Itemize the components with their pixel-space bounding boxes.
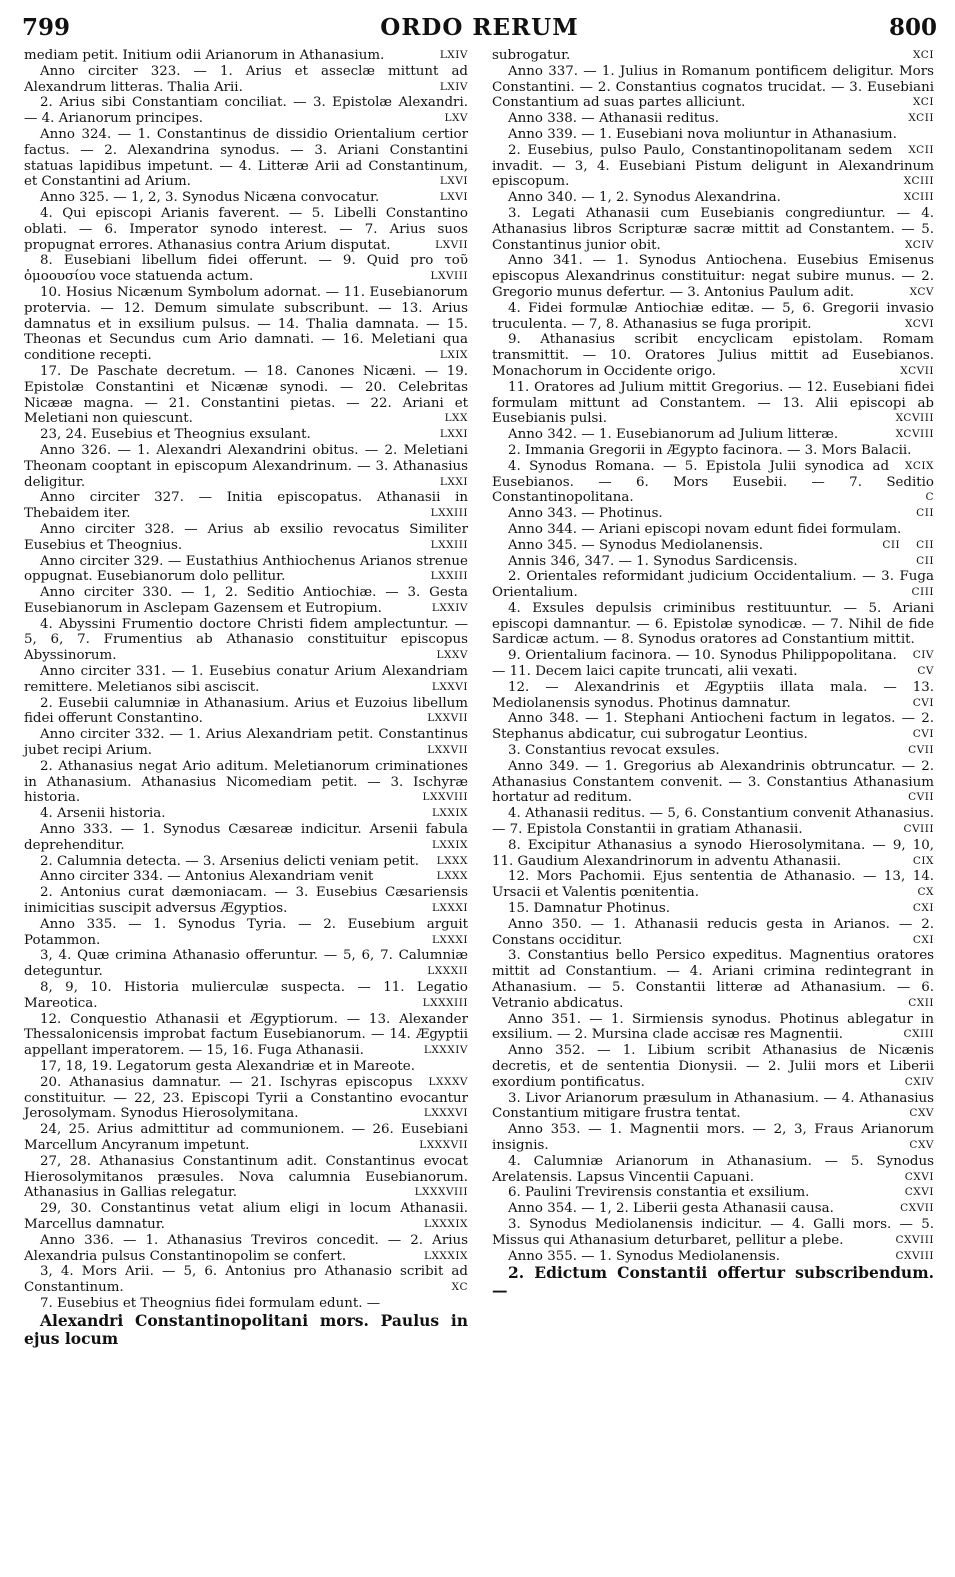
index-entry [492, 190, 934, 206]
entry-text: 3, 4. Mors Arii. — 5, 6. Antonius pro Athanasio scribit ad Constantinum. [24, 1264, 468, 1296]
entry-page-ref: CXVIII [895, 1249, 934, 1262]
index-entry [492, 711, 934, 743]
index-entry [24, 95, 468, 127]
entry-text: 2. Eusebius, pulso Paulo, Constantinopolitanam sedem invadit. — 3, 4. Eusebiani Pistum deligunt in Alexandrinum episcopum. [492, 142, 934, 190]
entry-text: Anno 324. — 1. Constantinus de dissidio Orientalium certior factus. — 2. Alexandrina synodus. — 3. Ariani Constantini statuas lapidibus impetunt. — 4. Litteræ Arii ad Constantinum, et Constantini ad Arium. [24, 126, 468, 190]
entry-page-ref: XCIX [905, 459, 934, 472]
entry-text: 10. Hosius Nicænum Symbolum adornat. — 11. Eusebianorum protervia. — 12. Demum simulate subscribunt. — 13. Arius damnatus et in exsilium pulsus. — 14. Thalia damnata. — 15. Theonas et Secundus cum Ario damnati. — 16. Meletiani qua conditione recepti. [24, 284, 468, 364]
entry-text: 4. Fidei formulæ Antiochiæ editæ. — 5, 6. Gregorii invasio truculenta. — 7, 8. Athanasius se fuga proripit. [492, 300, 934, 332]
entry-text: 6. Paulini Trevirensis constantia et exsilium. [508, 1185, 810, 1201]
index-entry [492, 1264, 934, 1300]
entry-page-ref: LXXIII [430, 538, 468, 551]
entry-text: 3, 4. Quæ crimina Athanasio offeruntur. — 5, 6, 7. Calumniæ deteguntur. [24, 948, 468, 980]
entry-text: 2. Immania Gregorii in Ægypto facinora. — 3. Mors Balacii. [508, 442, 912, 458]
entry-page-ref: LXIV [439, 49, 468, 61]
entry-text: Anno 351. — 1. Sirmiensis synodus. Photinus ablegatur in exsilium. — 2. Mursina clade accisæ res Magnentii. [492, 1011, 934, 1043]
entry-text: Anno 340. — 1, 2. Synodus Alexandrina. [508, 190, 781, 206]
index-entry [24, 980, 468, 1012]
entry-text: Anno 336. — 1. Athanasius Treviros concedit. — 2. Arius Alexandria pulsus Constantinopolim se confert. [24, 1232, 468, 1264]
entry-page-ref: XCI [913, 96, 934, 109]
entry-page-ref: XC [451, 1281, 468, 1294]
entry-text: 4. Qui episcopi Arianis faverent. — 5. Libelli Constantino oblati. — 6. Imperator synodo interest. — 7. Arius suos propugnat errores. Athanasius contra Arium disputat. [24, 205, 468, 253]
entry-text: Annis 346, 347. — 1. Synodus Sardicensis. [508, 553, 798, 569]
index-entry [492, 569, 934, 601]
entry-page-ref: LXXIII [430, 507, 468, 520]
index-entry [492, 1185, 934, 1201]
entry-page-ref: LXXIII [430, 570, 468, 583]
entry-text: 3. Livor Arianorum præsulum in Athanasium. — 4. Athanasius Constantium mitigare frustra tentat. [492, 1090, 934, 1122]
index-entry [24, 1122, 468, 1154]
index-entry [24, 127, 468, 190]
entry-text: 3. Constantius bello Persico expeditus. Magnentius oratores mittit ad Constantium. — 4. Ariani crimina redintegrant in Athanasium. — 5. Constantii litteræ ad Athanasium. — 6. Vetranio abdicatus. [492, 948, 934, 1011]
index-entry [24, 1233, 468, 1265]
entry-page-ref: LXIX [439, 349, 468, 362]
index-entry [492, 427, 934, 443]
entry-text: 12. Conquestio Athanasii et Ægyptiorum. — 13. Alexander Thessalonicensis improbat factum Eusebianorum. — 14. Ægyptii appellant imperatorem. — 15, 16. Fuga Athanasii. [24, 1011, 468, 1059]
entry-page-ref: XCVIII [895, 428, 934, 441]
left-page-number: 799 [22, 14, 71, 41]
index-entry [24, 1012, 468, 1059]
entry-text: Anno 342. — 1. Eusebianorum ad Julium litteræ. [508, 427, 839, 443]
entry-text: 9. Orientalium facinora. — 10. Synodus Philippopolitana. — 11. Decem laici capite truncati, alii vexati. [492, 648, 897, 680]
entry-page-ref: LXXXIV [423, 1044, 468, 1057]
entry-page-ref: CIII [911, 586, 934, 599]
entry-text: 2. Edictum Constantii offertur subscribendum. — [492, 1263, 934, 1301]
entry-text: Anno 326. — 1. Alexandri Alexandrini obitus. — 2. Meletiani Theonam cooptant in episcopum Alexandrinum. — 3. Athanasius deligitur. [24, 442, 468, 490]
entry-text: Anno 333. — 1. Synodus Cæsareæ indicitur. Arsenii fabula deprehenditur. [24, 822, 468, 853]
entry-text: 15. Damnatur Photinus. [508, 901, 670, 917]
index-entry [492, 64, 934, 111]
index-entry [24, 554, 468, 586]
index-entry [492, 332, 934, 379]
entry-page-ref: LXXVI [431, 680, 468, 693]
running-title: ORDO RERUM [380, 14, 579, 41]
entry-text: Anno 335. — 1. Synodus Tyria. — 2. Eusebium arguit Potammon. [24, 916, 468, 948]
entry-text: 4. Athanasii reditus. — 5, 6. Constantium convenit Athanasius. — 7. Epistola Constantii in gratiam Athanasii. [492, 806, 934, 838]
entry-page-ref: LXXXIII [422, 996, 468, 1009]
entry-page-ref: XCIII [903, 191, 934, 204]
entry-page-ref: XCV [909, 285, 934, 298]
entry-text: 4. Synodus Romana. — 5. Epistola Julii synodica ad Eusebianos. — 6. Mors Eusebii. — 7. Seditio Constantinopolitana. [492, 458, 934, 506]
index-entry [492, 680, 934, 712]
entry-text: 12. Mors Pachomii. Ejus sententia de Athanasio. — 13, 14. Ursacii et Valentis pœnitentia. [492, 869, 934, 901]
entry-text: Anno circiter 332. — 1. Arius Alexandriam petit. Constantinus jubet recipi Arium. [24, 727, 468, 759]
entry-text: 17. De Paschate decretum. — 18. Canones Nicæni. — 19. Epistolæ Constantini et Nicænæ synodi. — 20. Celebritas Nicææ magna. — 21. Constantini pietas. — 22. Ariani et Meletiani non quiescunt. [24, 363, 468, 427]
index-entry [24, 364, 468, 427]
index-entry [24, 917, 468, 949]
entry-page-ref: CV [917, 665, 934, 678]
entry-text: 8. Excipitur Athanasius a synodo Hierosolymitana. — 9, 10, 11. Gaudium Alexandrinorum in adventu Athanasii. [492, 837, 934, 869]
index-entry [24, 696, 468, 728]
entry-page-ref: LXXXIX [423, 1249, 468, 1262]
index-entry [24, 1201, 468, 1233]
entry-text: 24, 25. Arius admittitur ad communionem. — 26. Eusebiani Marcellum Ancyranum impetunt. [24, 1122, 468, 1153]
index-entry [492, 143, 934, 190]
entry-page-ref: CIV [912, 649, 934, 662]
index-entry [492, 917, 934, 949]
index-entry [492, 838, 934, 870]
entry-page-ref: CXII [908, 996, 934, 1009]
entry-page-ref: LXXXVIII [414, 1186, 468, 1199]
entry-text: Anno 344. — Ariani episcopi novam edunt fidei formulam. [508, 521, 902, 537]
index-entry [24, 727, 468, 759]
entry-text: 4. Arsenii historia. [40, 806, 166, 822]
entry-text: subrogatur. [492, 48, 571, 63]
entry-text: Anno circiter 327. — Initia episcopatus. Athanasii in Thebaidem iter. [24, 490, 468, 522]
entry-page-ref: XCIII [903, 175, 934, 188]
entry-text: Anno circiter 331. — 1. Eusebius conatur Arium Alexandriam remittere. Meletianos sibi asciscit. [24, 664, 468, 695]
entry-text: Anno circiter 329. — Eustathius Anthiochenus Arianos strenue oppugnat. Eusebianorum dolo pellitur. [24, 553, 468, 585]
entry-text: 8, 9, 10. Historia mulierculæ suspecta. — 11. Legatio Mareotica. [24, 980, 468, 1011]
index-entry [24, 854, 468, 870]
entry-page-ref: LXXVIII [422, 791, 468, 804]
entry-page-ref: CXV [909, 1138, 934, 1151]
entry-page-ref: LXXX [436, 854, 468, 867]
right-page-number: 800 [888, 14, 937, 41]
index-entry [24, 1154, 468, 1201]
entry-text: 3. Legati Athanasii cum Eusebianis congrediuntur. — 4. Athanasius libros Scripturæ sacræ mittit ad Constantem. — 5. Constantinus junior obit. [492, 205, 934, 253]
index-entry [24, 285, 468, 364]
entry-text: 7. Eusebius et Theognius fidei formulam edunt. — [40, 1295, 381, 1311]
index-entry [24, 522, 468, 554]
index-entry [492, 1091, 934, 1123]
entry-text: 3. Constantius revocat exsules. [508, 743, 720, 759]
entry-page-ref: XCVI [904, 317, 934, 330]
index-entry [492, 1154, 934, 1186]
entry-page-ref: LXXV [436, 649, 468, 662]
page-header [22, 14, 937, 44]
entry-text: Anno 339. — 1. Eusebiani nova moliuntur in Athanasium. [508, 126, 897, 142]
entry-page-ref: CXV [909, 1107, 934, 1120]
entry-text: 9. Athanasius scribit encyclicam epistolam. Romam transmittit. — 10. Oratores Julius mittit ad Eusebianos. Monachorum in Occidente origo. [492, 332, 934, 379]
entry-text: Anno 345. — Synodus Mediolanensis. [508, 537, 763, 553]
index-entry [492, 111, 934, 127]
index-entry [492, 869, 934, 901]
entry-page-ref: CII [882, 538, 901, 551]
index-entry [492, 743, 934, 759]
index-entry [24, 869, 468, 885]
entry-text: Anno 355. — 1. Synodus Mediolanensis. [508, 1248, 781, 1264]
index-entry [24, 1312, 468, 1348]
entry-text: 29, 30. Constantinus vetat alium eligi in locum Athanasii. Marcellus damnatur. [24, 1201, 468, 1232]
index-entry [492, 48, 934, 64]
entry-text: Anno 325. — 1, 2, 3. Synodus Nicæna convocatur. [40, 190, 380, 206]
entry-page-ref: CX [917, 886, 934, 899]
entry-page-ref: LXXI [439, 475, 468, 488]
entry-text: 23, 24. Eusebius et Theognius exsulant. [40, 427, 311, 443]
entry-page-ref: LXXI [439, 428, 468, 441]
entry-page-ref: CII [916, 554, 934, 567]
entry-text: Anno 349. — 1. Gregorius ab Alexandrinis obtruncatur. — 2. Athanasius Constantem convenit. — 3. Constantius Athanasium hortatur ad reditum. [492, 758, 934, 806]
entry-page-ref: XCIV [904, 238, 934, 251]
index-entry [492, 506, 934, 522]
index-entry [492, 901, 934, 917]
entry-page-ref: XCII [908, 143, 934, 156]
index-entry [492, 1012, 934, 1044]
index-entry [24, 885, 468, 917]
entry-text: 3. Synodus Mediolanensis indicitur. — 4. Galli mors. — 5. Missus qui Athanasium deturbaret, pellitur a plebe. [492, 1216, 934, 1248]
entry-page-ref: CVIII [903, 823, 934, 836]
index-entry [492, 1201, 934, 1217]
entry-text: Anno circiter 328. — Arius ab exsilio revocatus Similiter Eusebius et Theognius. [24, 521, 468, 553]
entry-page-ref: LXXIX [431, 838, 468, 851]
index-entry [492, 806, 934, 838]
left-column [24, 48, 468, 1348]
entry-page-ref: CII [916, 538, 934, 551]
index-entry [24, 585, 468, 617]
index-entry [24, 822, 468, 854]
index-entry [24, 1059, 468, 1088]
entry-text: Anno circiter 323. — 1. Arius et asseclæ mittunt ad Alexandrum litteras. Thalia Arii. [24, 63, 468, 95]
index-entry [24, 664, 468, 696]
entry-text: Alexandri Constantinopolitani mors. Paulus in ejus locum [24, 1310, 468, 1348]
entry-page-ref: LXVII [435, 238, 468, 251]
entry-page-ref: LXVI [439, 175, 468, 188]
index-entry [492, 126, 934, 156]
entry-page-ref: LXXXI [431, 902, 468, 915]
entry-page-ref: CXIV [904, 1075, 934, 1088]
entry-page-ref: LXVI [439, 191, 468, 204]
entry-text: Anno circiter 334. — Antonius Alexandriam venit [40, 869, 374, 885]
entry-page-ref: C [925, 491, 934, 504]
index-entry [492, 442, 934, 472]
index-entry [24, 806, 468, 822]
entry-text: Anno 341. — 1. Synodus Antiochena. Eusebius Emisenus episcopus Alexandrinus constituitur: negat subire munus. — 2. Gregorio munus defertur. — 3. Antonius Paulum adit. [492, 253, 934, 300]
index-entry [24, 1296, 468, 1312]
index-entry [24, 948, 468, 980]
entry-text: 2. Orientales reformidant judicium Occidentalium. — 3. Fuga Orientalium. [492, 569, 934, 601]
entry-page-ref: LXXXVII [419, 1138, 468, 1151]
index-entry [492, 253, 934, 300]
entry-page-ref: CVI [912, 728, 934, 741]
index-entry [492, 600, 934, 662]
index-entry [24, 48, 468, 64]
entry-text: 2. Eusebii calumniæ in Athanasium. Arius et Euzoius libellum fidei offerunt Constantino. [24, 695, 468, 727]
entry-text: Anno 337. — 1. Julius in Romanum pontificem deligitur. Mors Constantini. — 2. Constantius cognatos trucidat. — 3. Eusebiani Constantium ad suas partes alliciunt. [492, 63, 934, 111]
entry-text: Anno 353. — 1. Magnentii mors. — 2, 3, Fraus Arianorum insignis. [492, 1122, 934, 1153]
entry-page-ref: XCVIII [895, 412, 934, 425]
entry-page-ref: LXXXIX [423, 1217, 468, 1230]
entry-page-ref: LXXXI [431, 933, 468, 946]
index-entry [492, 538, 934, 554]
index-entry [24, 64, 468, 96]
entry-page-ref: LXXXII [427, 965, 468, 978]
entry-page-ref: LXXVII [427, 712, 468, 725]
index-entry [24, 490, 468, 522]
entry-page-ref: LXXXVI [423, 1107, 468, 1120]
entry-page-ref: XCII [908, 112, 934, 125]
entry-text: 2. Antonius curat dæmoniacam. — 3. Eusebius Cæsariensis inimicitias suscipit adversus Ægyptios. [24, 885, 468, 917]
entry-page-ref: LXXIV [431, 601, 468, 614]
index-entry [492, 380, 934, 427]
index-entry [492, 648, 934, 680]
entry-text: Anno 350. — 1. Athanasii reducis gesta in Arianos. — 2. Constans occiditur. [492, 916, 934, 948]
entry-page-ref: CXIII [903, 1028, 934, 1041]
entry-page-ref: LXV [444, 112, 468, 125]
entry-text: Anno 354. — 1, 2. Liberii gesta Athanasii causa. [508, 1201, 834, 1217]
index-entry [492, 206, 934, 253]
index-entry [492, 459, 934, 506]
entry-page-ref: CXVI [904, 1170, 934, 1183]
entry-page-ref: CXVIII [895, 1233, 934, 1246]
entry-page-ref: LXXXV [428, 1075, 468, 1088]
index-entry [492, 554, 934, 570]
index-entry [24, 759, 468, 806]
entry-text: Anno 348. — 1. Stephani Antiocheni factum in legatos. — 2. Stephanus abdicatur, cui subrogatur Leontius. [492, 711, 934, 743]
index-entry [24, 206, 468, 253]
index-entry [492, 1043, 934, 1090]
entry-page-ref: LXXVII [427, 744, 468, 757]
entry-page-ref: LXX [444, 412, 468, 425]
entry-page-ref: CXVII [900, 1202, 934, 1215]
entry-page-ref: CXI [912, 902, 934, 915]
entry-page-ref: CXVI [904, 1186, 934, 1199]
entry-text: Anno circiter 330. — 1, 2. Seditio Antiochiæ. — 3. Gesta Eusebianorum in Asclepam Gazensem et Eutropium. [24, 585, 468, 616]
index-entry [24, 1264, 468, 1296]
entry-text: 20. Athanasius damnatur. — 21. Ischyras episcopus constituitur. — 22, 23. Episcopi Tyrii a Constantino evocantur Jerosolymam. Synodus Hierosolymitana. [24, 1074, 468, 1122]
entry-text: 4. Abyssini Frumentio doctore Christi fidem amplectuntur. — 5, 6, 7. Frumentius ab Athanasio constituitur episcopus Abyssinorum. [24, 616, 468, 664]
entry-page-ref: LXXIX [431, 807, 468, 820]
entry-text: 11. Oratores ad Julium mittit Gregorius. — 12. Eusebiani fidei formulam mittunt ad Constantem. — 13. Alii episcopi ab Eusebianis pulsi. [492, 379, 934, 427]
entry-text: 2. Calumnia detecta. — 3. Arsenius delicti veniam petit. [40, 853, 420, 869]
entry-text: 8. Eusebiani libellum fidei offerunt. — 9. Quid pro τοῦ ὁμοουσίου voce statuenda actum. [24, 253, 468, 285]
entry-page-ref: CII [916, 507, 934, 520]
entry-page-ref: LXIV [439, 80, 468, 93]
entry-text: 2. Athanasius negat Ario aditum. Meletianorum criminationes in Athanasium. Athanasius Nicomediam petit. — 3. Ischyræ historia. [24, 758, 468, 806]
entry-text: mediam petit. Initium odii Arianorum in Athanasium. [24, 48, 385, 63]
index-entry [492, 1217, 934, 1249]
entry-page-ref: LXXX [436, 870, 468, 883]
entry-page-ref: XCI [913, 49, 934, 61]
index-entry [24, 1075, 468, 1122]
entry-text: 4. Exsules depulsis criminibus restituuntur. — 5. Ariani episcopi damnantur. — 6. Epistolæ synodicæ. — 7. Nihil de fide Sardicæ actum. — 8. Synodus oratores ad Constantium mittit. [492, 600, 934, 648]
entry-page-ref: XCVII [900, 364, 934, 377]
entry-text: 2. Arius sibi Constantiam conciliat. — 3. Epistolæ Alexandri. — 4. Arianorum principes. [24, 95, 468, 127]
entry-page-ref: CVI [912, 696, 934, 709]
index-entry [492, 759, 934, 806]
right-column [492, 48, 934, 1300]
index-entry [24, 443, 468, 490]
entry-text: Anno 352. — 1. Libium scribit Athanasius de Nicænis decretis, et de sententia Dionysii. — 2. Julii mors et Liberii exordium pontificatus. [492, 1043, 934, 1090]
entry-page-ref: LXVIII [430, 270, 468, 283]
index-entry [492, 301, 934, 333]
entry-page-ref: CXI [912, 933, 934, 946]
entry-page-ref: CIX [912, 854, 934, 867]
index-entry [24, 617, 468, 664]
entry-text: 17, 18, 19. Legatorum gesta Alexandriæ et in Mareote. [40, 1059, 415, 1074]
index-entry [24, 253, 468, 285]
index-entry [24, 427, 468, 443]
entry-text: Anno 338. — Athanasii reditus. [508, 111, 719, 127]
entry-text: 27, 28. Athanasius Constantinum adit. Constantinus evocat Hierosolymitanos præsules. Nova calumnia Eusebianorum. Athanasius in Gallias relegatur. [24, 1153, 468, 1201]
index-entry [492, 948, 934, 1011]
entry-text: Anno 343. — Photinus. [508, 506, 663, 522]
index-entry [24, 190, 468, 206]
entry-text: 12. — Alexandrinis et Ægyptiis illata mala. — 13. Mediolanensis synodus. Photinus damnatur. [492, 679, 934, 711]
entry-page-ref: CVII [908, 791, 934, 804]
entry-page-ref: CVII [908, 744, 934, 757]
entry-text: 4. Calumniæ Arianorum in Athanasium. — 5. Synodus Arelatensis. Lapsus Vincentii Capuani. [492, 1153, 934, 1185]
index-entry [492, 1122, 934, 1154]
index-entry [492, 1249, 934, 1265]
